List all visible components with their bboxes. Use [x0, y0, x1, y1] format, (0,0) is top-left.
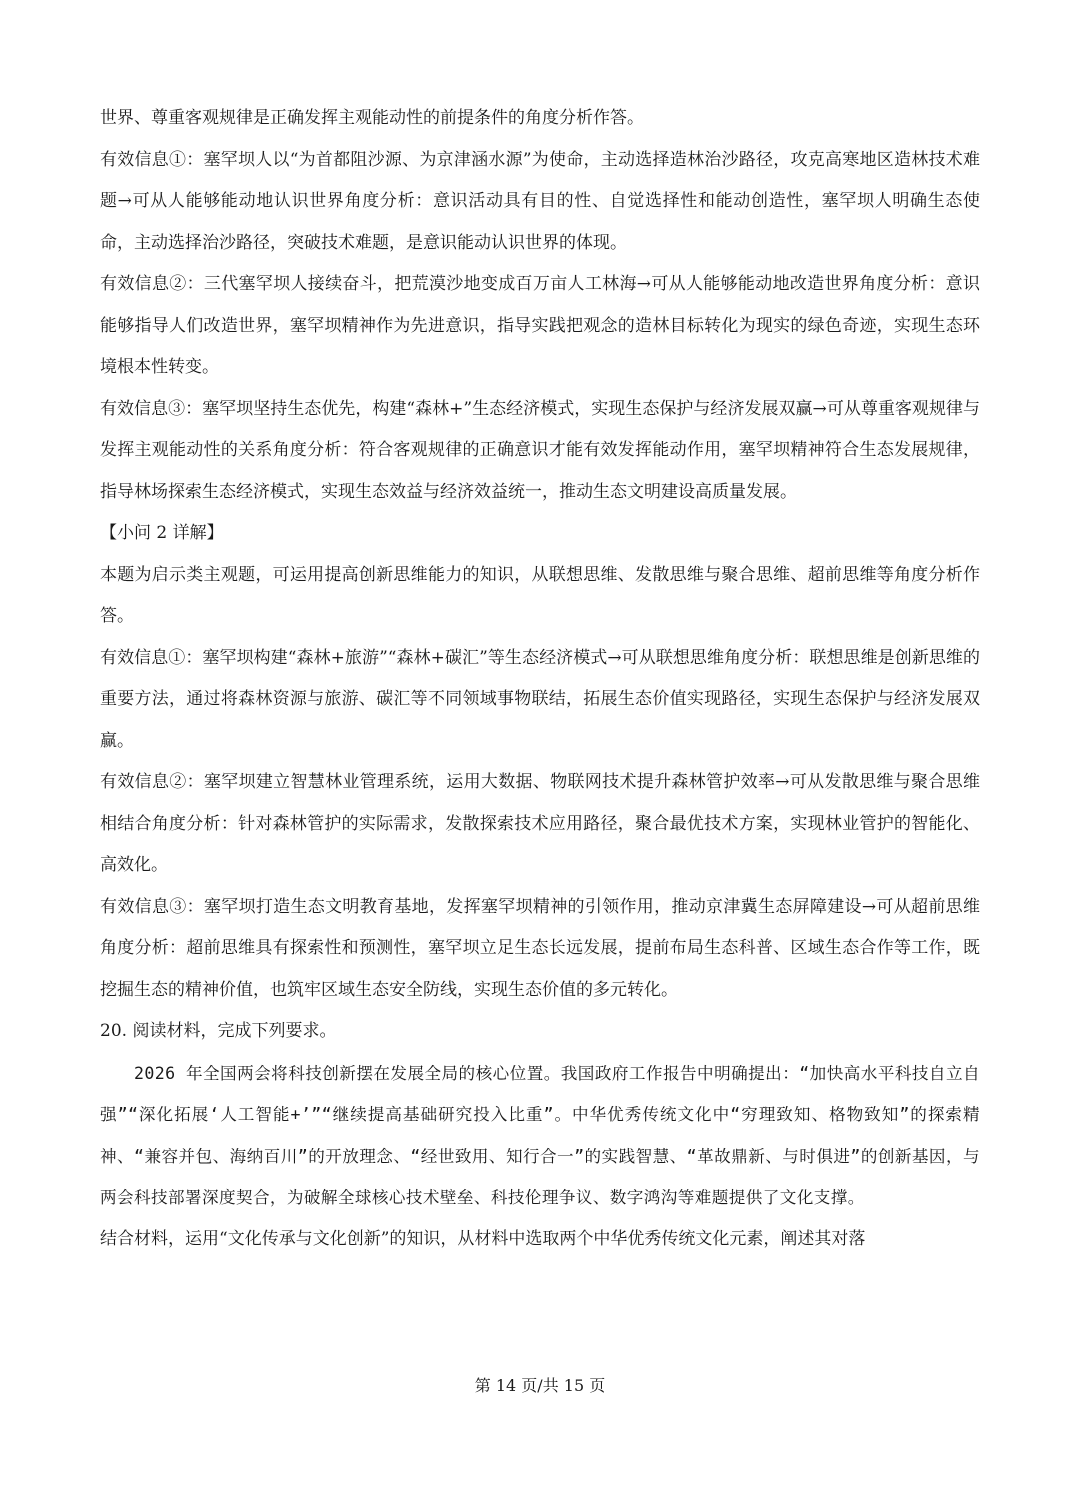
- answer-info-1-paragraph: 有效信息①：塞罕坝人以“为首都阻沙源、为京津涵水源”为使命，主动选择造林治沙路径，攻克高寒地区造林技术难题→可从人能够能动地认识世界角度分析：意识活动具有目的性、自觉选择性和能动创造性，塞罕坝人明确生态使命，主动选择治沙路径，突破技术难题，是意识能动认识世界的体现。: [100, 149, 980, 253]
- question-20-heading: 20. 阅读材料，完成下列要求。: [100, 1021, 337, 1041]
- answer-info-2-paragraph: 有效信息②：三代塞罕坝人接续奋斗，把荒漠沙地变成百万亩人工林海→可从人能够能动地改造世界角度分析：意识能够指导人们改造世界，塞罕坝精神作为先进意识，指导实践把观念的造林目标转化为现实的绿色奇迹，实现生态环境根本性转变。: [100, 274, 980, 377]
- answer-info-3-paragraph: 有效信息③：塞罕坝坚持生态优先，构建“森林+”生态经济模式，实现生态保护与经济发展双赢→可从尊重客观规律与发挥主观能动性的关系角度分析：符合客观规律的正确意识才能有效发挥能动作用，塞罕坝精神符合生态发展规律，指导林场探索生态经济模式，实现生态效益与经济效益统一，推动生态文明建设高质量发展。: [100, 398, 980, 502]
- page-content: [100, 98, 980, 1260]
- sub-question-2-info-1: 有效信息①：塞罕坝构建“森林+旅游”“森林+碳汇”等生态经济模式→可从联想思维角度分析：联想思维是创新思维的重要方法，通过将森林资源与旅游、碳汇等不同领域事物联结，拓展生态价值实现路径，实现生态保护与经济发展双赢。: [100, 647, 980, 751]
- question-20-prompt: 结合材料，运用“文化传承与文化创新”的知识，从材料中选取两个中华优秀传统文化元素，阐述其对落: [100, 1228, 866, 1249]
- answer-intro-paragraph: 世界、尊重客观规律是正确发挥主观能动性的前提条件的角度分析作答。: [100, 108, 644, 128]
- sub-question-2-intro: 本题为启示类主观题，可运用提高创新思维能力的知识，从联想思维、发散思维与聚合思维、超前思维等角度分析作答。: [100, 564, 980, 626]
- sub-question-2-heading: 【小问 2 详解】: [100, 523, 224, 543]
- question-20-material: 2026 年全国两会将科技创新摆在发展全局的核心位置。我国政府工作报告中明确提出：“加快高水平科技自立自强”“深化拓展‘人工智能+’”“继续提高基础研究投入比重”。中华优秀传统文化中“穷理致知、格物致知”的探索精神、“兼容并包、海纳百川”的开放理念、“经世致用、知行合一”的实践智慧、“革故鼎新、与时俱进”的创新基因，与两会科技部署深度契合，为破解全球核心技术壁垒、科技伦理争议、数字鸿沟等难题提供了文化支撑。: [100, 1063, 980, 1207]
- sub-question-2-info-3: 有效信息③：塞罕坝打造生态文明教育基地，发挥塞罕坝精神的引领作用，推动京津冀生态屏障建设→可从超前思维角度分析：超前思维具有探索性和预测性，塞罕坝立足生态长远发展，提前布局生态科普、区域生态合作等工作，既挖掘生态的精神价值，也筑牢区域生态安全防线，实现生态价值的多元转化。: [100, 896, 980, 1000]
- page-number-footer: 第 14 页/共 15 页: [474, 1376, 606, 1395]
- sub-question-2-info-2: 有效信息②：塞罕坝建立智慧林业管理系统，运用大数据、物联网技术提升森林管护效率→可从发散思维与聚合思维相结合角度分析：针对森林管护的实际需求，发散探索技术应用路径，聚合最优技术方案，实现林业管护的智能化、高效化。: [100, 772, 980, 875]
